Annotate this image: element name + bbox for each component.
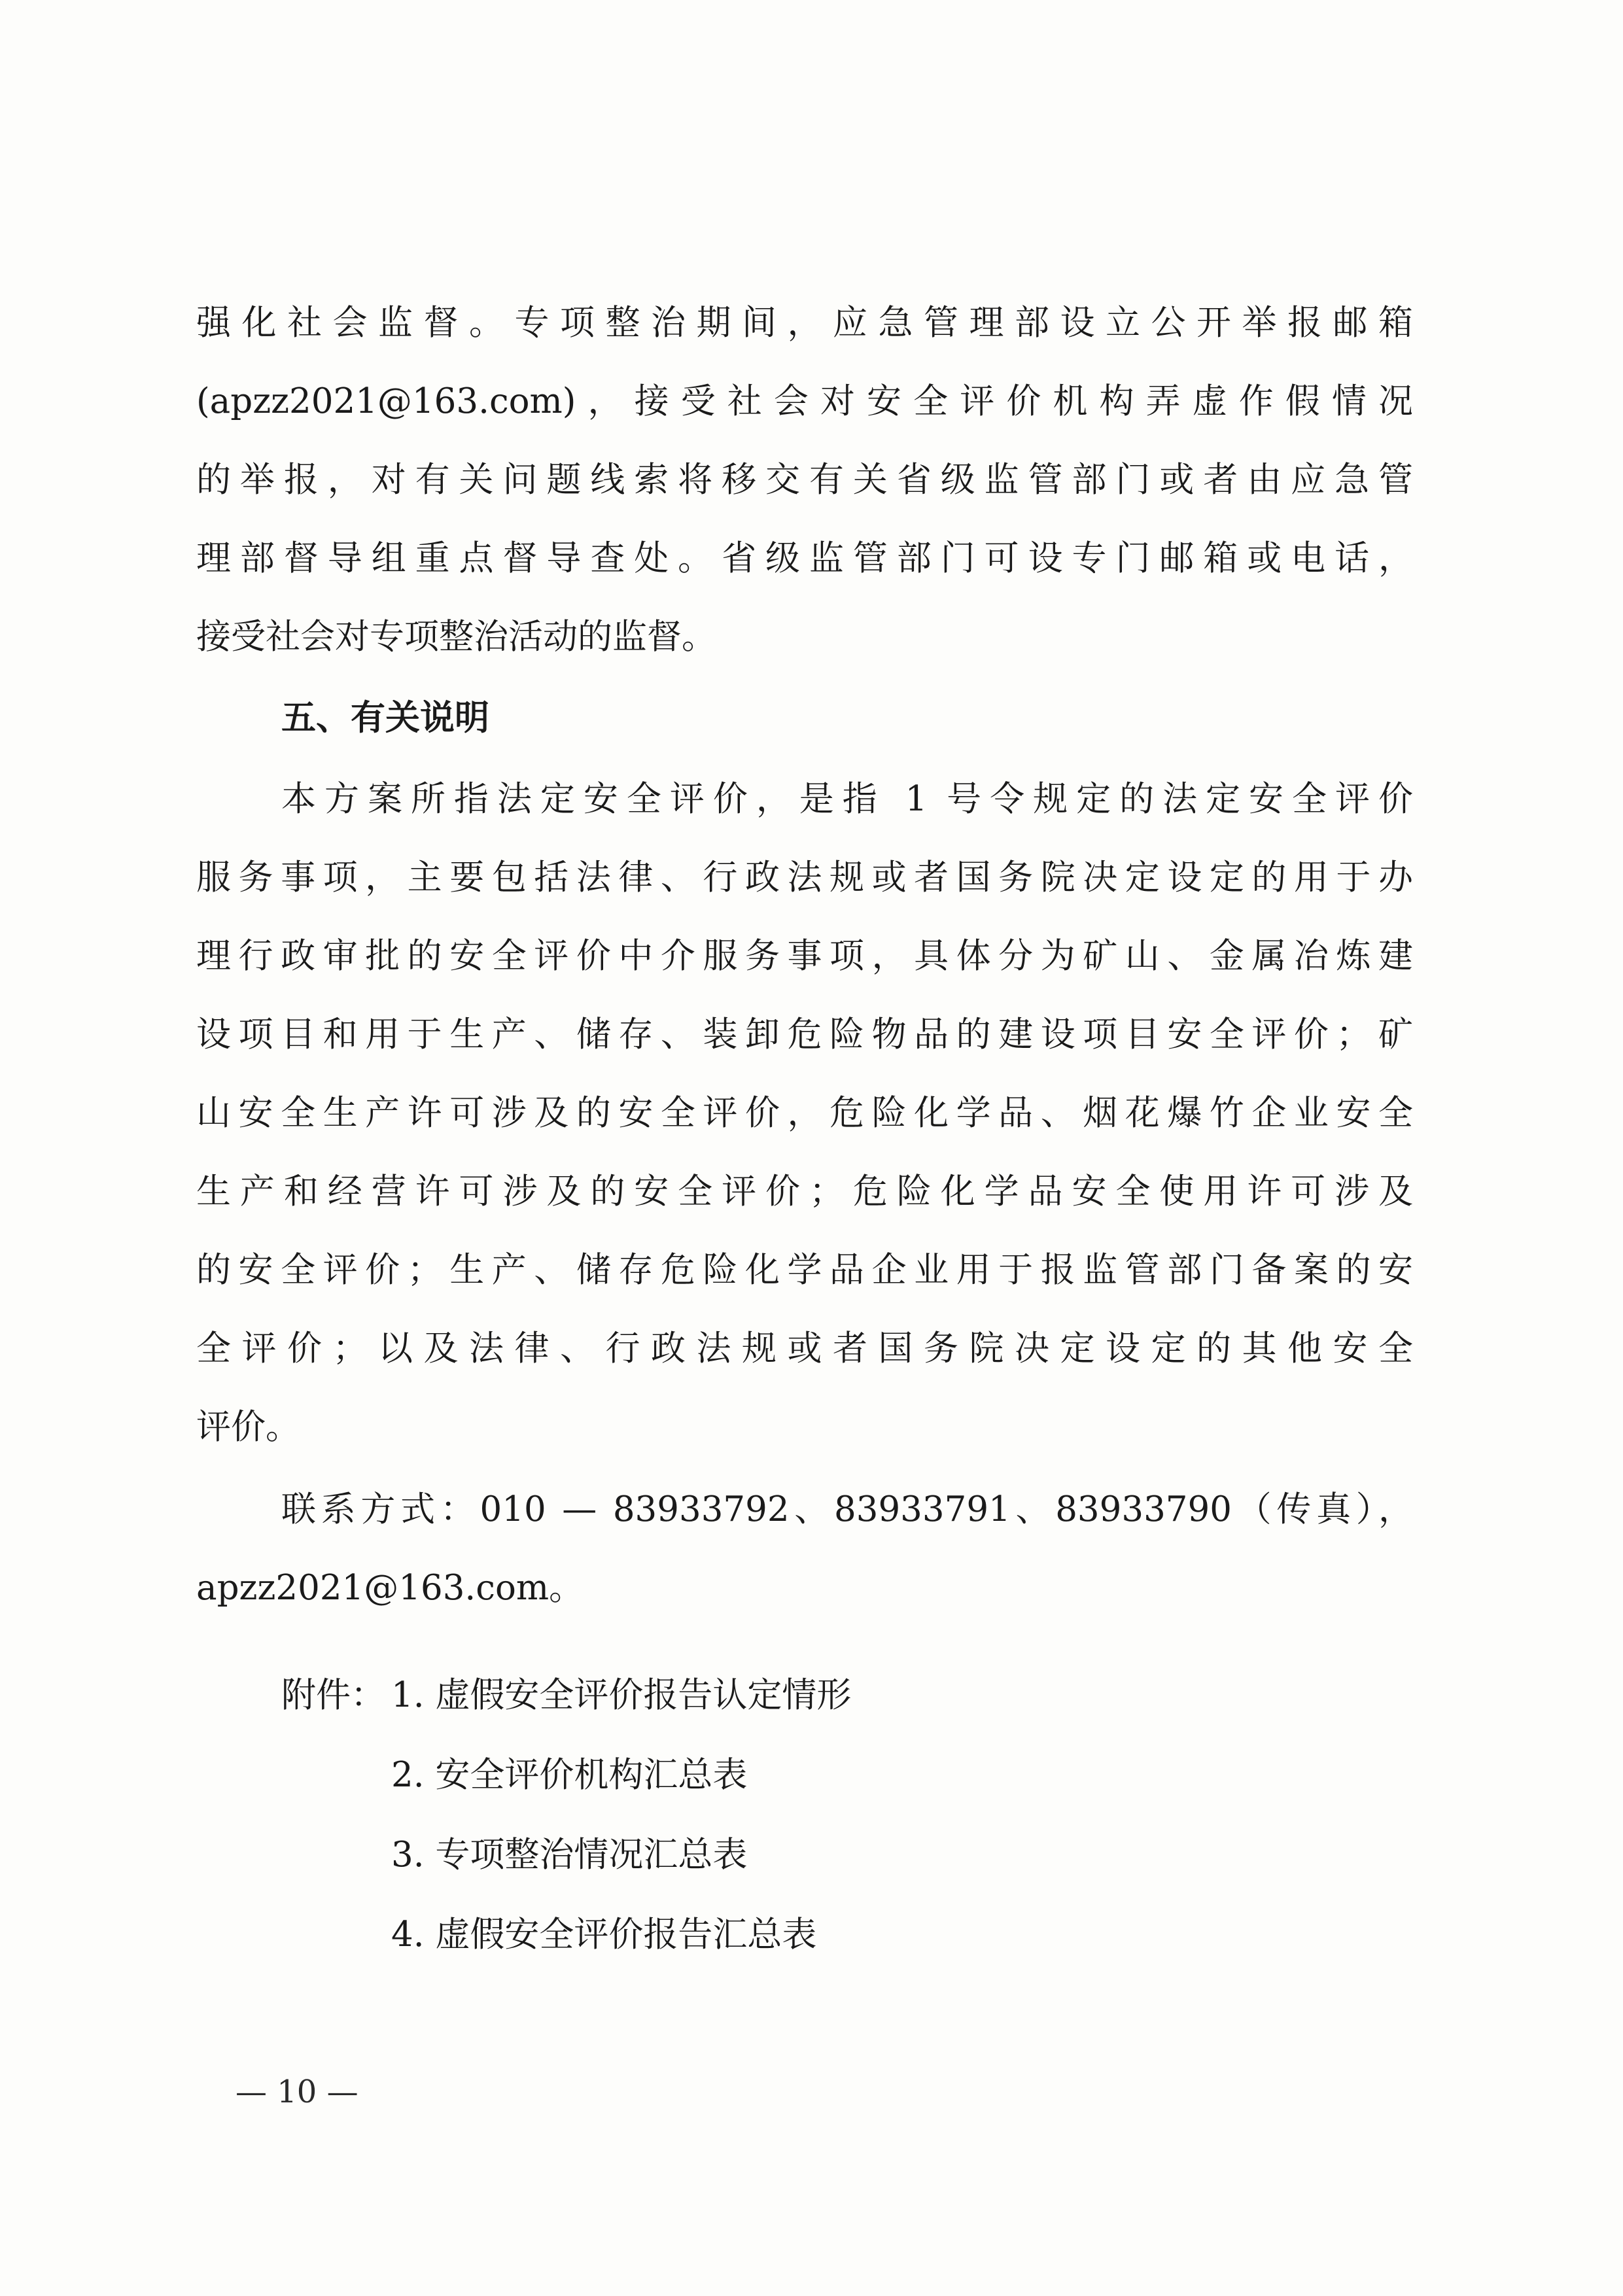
section-five-line-2: 服务事项，主要包括法律、行政法规或者国务院决定设定的用于办 — [196, 858, 1413, 897]
section-five-line-3: 理行政审批的安全评价中介服务事项，具体分为矿山、金属冶炼建 — [196, 936, 1413, 976]
section-five-line-1: 本方案所指法定安全评价，是指 1 号令规定的法定安全评价 — [281, 779, 1413, 819]
section-five-line-7: 的安全评价；生产、储存危险化学品企业用于报监管部门备案的安 — [196, 1250, 1413, 1290]
section-five-heading: 五、有关说明 — [281, 698, 489, 738]
contact-line-2: apzz2021@163.com。 — [196, 1568, 584, 1608]
attachment-item-3: 3. 专项整治情况汇总表 — [391, 1835, 748, 1875]
contact-line-1: 联系方式：010 — 83933792、83933791、83933790（传真）， — [281, 1489, 1413, 1529]
section-five-line-4: 设项目和用于生产、储存、装卸危险物品的建设项目安全评价；矿 — [196, 1015, 1413, 1054]
page-number: — 10 — — [236, 2074, 358, 2110]
supervision-line-3: 的举报，对有关问题线索将移交有关省级监管部门或者由应急管 — [196, 460, 1413, 500]
supervision-line-5: 接受社会对专项整治活动的监督。 — [196, 617, 716, 657]
attachments-label: 附件： — [281, 1675, 385, 1715]
section-five-line-8: 全评价；以及法律、行政法规或者国务院决定设定的其他安全 — [196, 1329, 1413, 1368]
attachment-item-4: 4. 虚假安全评价报告汇总表 — [391, 1915, 817, 1955]
supervision-line-2: (apzz2021@163.com)，接受社会对安全评价机构弄虚作假情况 — [196, 381, 1413, 421]
section-five-line-9: 评价。 — [196, 1407, 300, 1447]
section-five-line-6: 生产和经营许可涉及的安全评价；危险化学品安全使用许可涉及 — [196, 1172, 1413, 1211]
attachment-item-1: 1. 虚假安全评价报告认定情形 — [391, 1675, 852, 1715]
supervision-line-1: 强化社会监督。专项整治期间，应急管理部设立公开举报邮箱 — [196, 303, 1413, 343]
section-five-line-5: 山安全生产许可涉及的安全评价，危险化学品、烟花爆竹企业安全 — [196, 1093, 1413, 1133]
supervision-line-4: 理部督导组重点督导查处。省级监管部门可设专门邮箱或电话， — [196, 538, 1413, 578]
attachment-item-2: 2. 安全评价机构汇总表 — [391, 1755, 748, 1795]
